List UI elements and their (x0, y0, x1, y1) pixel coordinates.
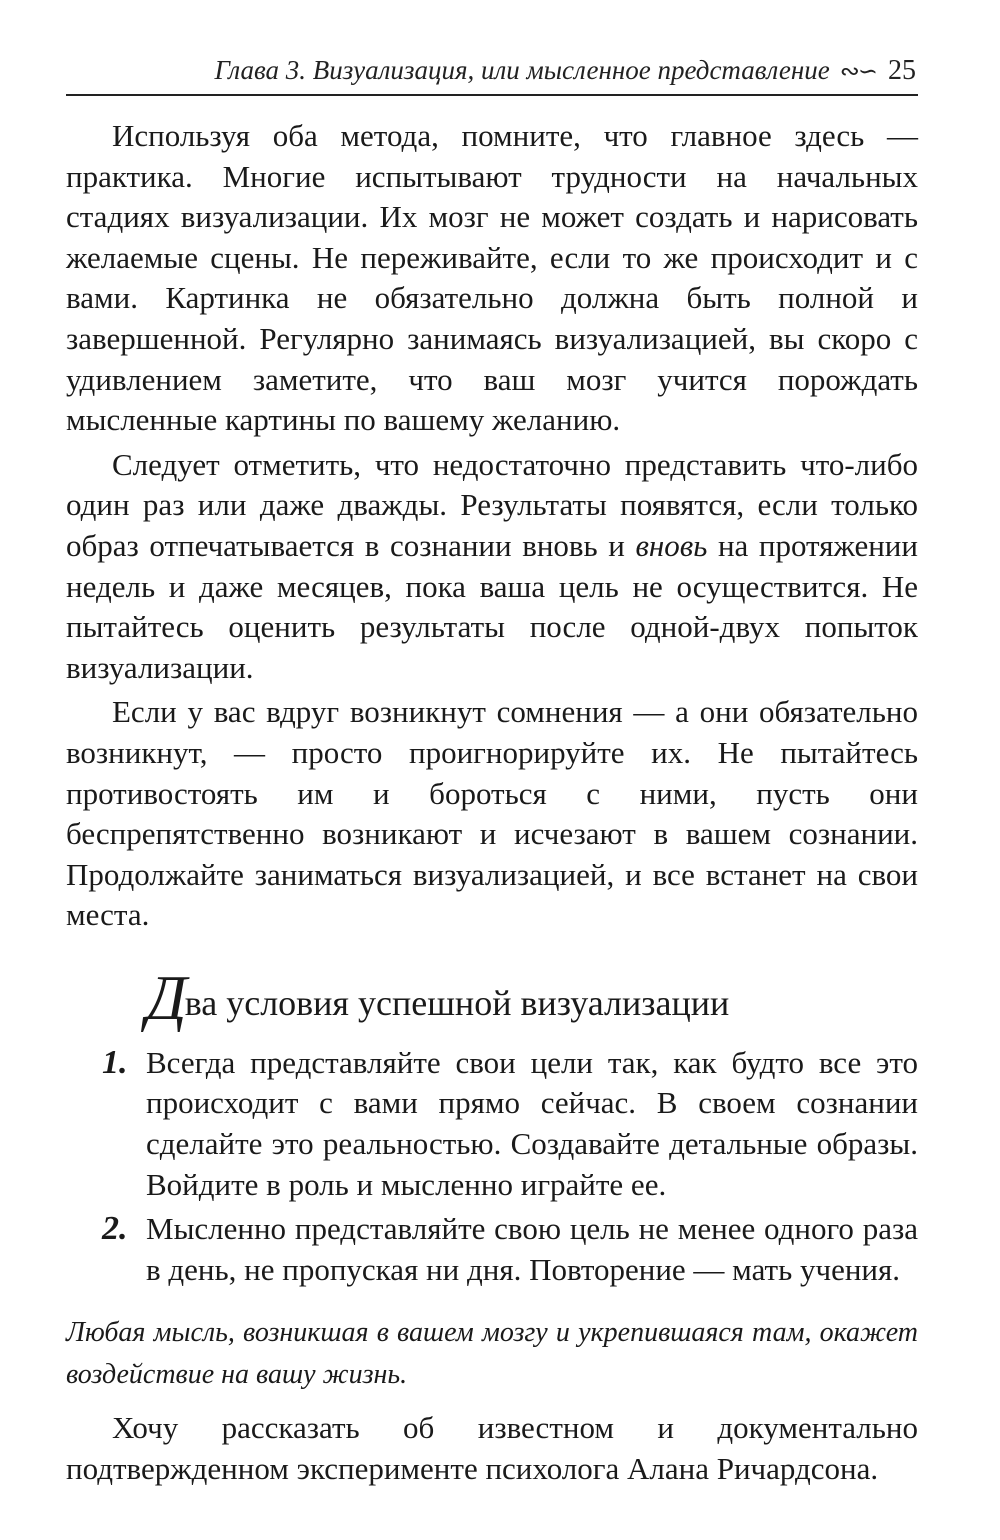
running-header (66, 50, 918, 92)
list-item (66, 1043, 918, 1205)
paragraph-practice: Используя оба метода, помните, что главное здесь — практика. Многие испытывают трудности на начальных стадиях визуализации. Их мозг не может создать и нарисовать желаемые сцены. Не переживайте, если то же происходит и с вами. Картинка не обязательно должна быть полной и завершенной. Регулярно занимаясь визуализацией, вы скоро с удивлением заметите, что ваш мозг учится порождать мысленные картины по вашему желанию. (66, 118, 918, 438)
section-heading (146, 961, 918, 1033)
list-item-number: 1. (102, 1043, 128, 1081)
paragraph-repetition-text-end: на протяжении недель и даже месяцев, пока ваша цель не осуществится. Не пытайтесь оценить результаты после одной-двух попыток визуализации. (66, 527, 918, 685)
list-item-text: Всегда представляйте свои цели так, как будто все это происходит с вами прямо сейчас. В своем сознании сделайте это реальностью. Создавайте детальные образы. Войдите в роль и мысленно играйте ее. (146, 1044, 918, 1202)
list-item (66, 1209, 918, 1290)
paragraph-doubts: Если у вас вдруг возникнут сомнения — а они обязательно возникнут, — просто проигнорируйте их. Не пытайтесь противостоять им и бороться с ними, пусть они беспрепятственно возникают и исчезают в вашем сознании. Продолжайте заниматься визуализацией, и все встанет на свои места. (66, 694, 918, 933)
italic-quote: Любая мысль, возникшая в вашем мозгу и укрепившаяся там, окажет воздействие на вашу жизнь. (66, 1317, 918, 1391)
paragraph-experiment: Хочу рассказать об известном и документально подтвержденном эксперименте психолога Алана Ричардсона. (66, 1410, 918, 1487)
paragraph-repetition-text-start: Следует отметить, что недостаточно представить что-либо один раз или даже дважды. Результаты появятся, если только образ отпечатывается в сознании вновь и (66, 446, 918, 563)
page-number: 25 (888, 55, 916, 86)
heading-dropcap: Д (146, 961, 183, 1033)
book-page (66, 50, 918, 1494)
heading-title: ва условия успешной визуализации (184, 982, 730, 1023)
paragraph-repetition-emphasis: вновь (635, 527, 708, 563)
list-item-text: Мысленно представляйте свою цель не менее одного раза в день, не пропуская ни дня. Повторение — мать учения. (146, 1211, 918, 1287)
chapter-title: Глава 3. Визуализация, или мысленное представление (214, 55, 830, 85)
header-rule (66, 94, 918, 96)
paragraph-repetition (66, 445, 918, 689)
list-item-number: 2. (102, 1210, 128, 1248)
conditions-list (66, 1043, 918, 1291)
flourish-ornament-icon: ∾∽ (839, 59, 876, 85)
